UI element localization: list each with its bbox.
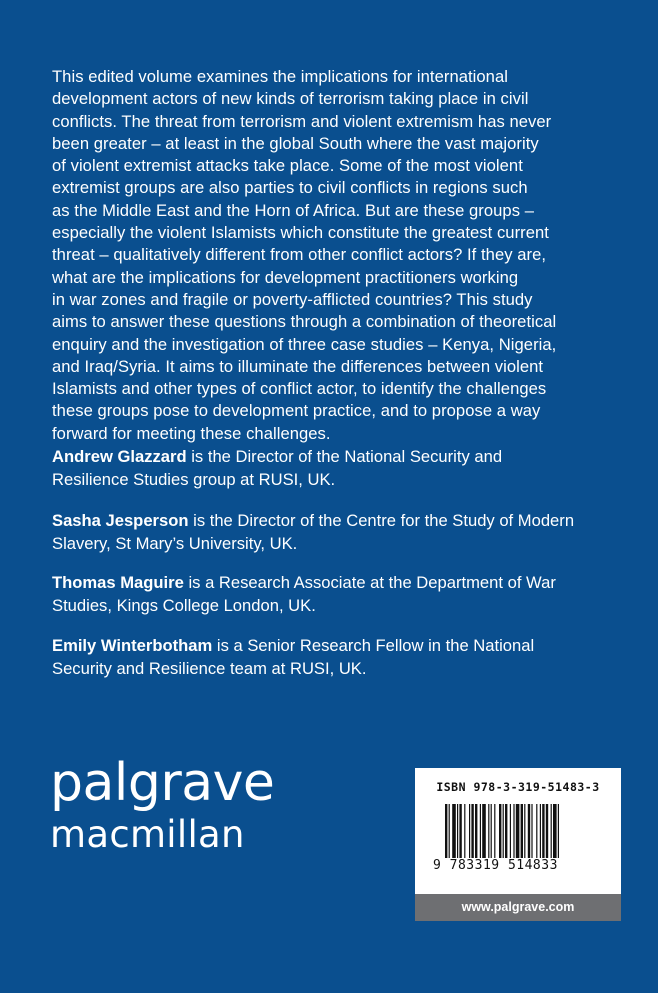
author-bio-winterbotham [52,634,627,680]
author-bio-jesperson [52,509,627,555]
blurb-line: enquiry and the investigation of three case studies – Kenya, Nigeria, [52,334,557,354]
blurb-line: what are the implications for development practitioners working [52,267,519,287]
blurb-line: in war zones and fragile or poverty-afflicted countries? This study [52,289,533,309]
blurb-line: as the Middle East and the Horn of Africa. But are these groups – [52,200,534,220]
publisher-logo [50,755,274,857]
author-name: Thomas Maguire [52,573,184,592]
barcode-digits: 9 783319 514833 [433,858,558,873]
bio-line [52,509,627,532]
bio-line [52,634,627,657]
bio-text: is the Director of the Centre for the Study of Modern [188,511,575,530]
blurb-line: been greater – at least in the global South where the vast majority [52,133,539,153]
bio-line [52,445,627,468]
author-bio-maguire [52,571,627,617]
author-name: Emily Winterbotham [52,636,213,655]
publisher-url: www.palgrave.com [415,894,621,921]
blurb-line: of violent extremist attacks take place. Some of the most violent [52,156,523,176]
bio-text: Studies, Kings College London, UK. [52,596,316,615]
blurb-line: especially the violent Islamists which constitute the greatest current [52,223,549,243]
blurb-line: Islamists and other types of conflict actor, to identify the challenges [52,379,547,399]
bio-text: is a Senior Research Fellow in the National [212,636,535,655]
blurb-line: aims to answer these questions through a combination of theoretical [52,312,557,332]
author-name: Andrew Glazzard [52,447,187,466]
bio-text: Slavery, St Mary’s University, UK. [52,534,298,553]
isbn-number: ISBN 978-3-319-51483-3 [436,780,600,794]
blurb-line: these groups pose to development practice, and to propose a way [52,401,541,421]
blurb-line: threat – qualitatively different from other conflict actors? If they are, [52,245,547,265]
bio-text: is the Director of the National Security and [186,447,503,466]
bio-line [52,571,627,594]
bio-text: Resilience Studies group at RUSI, UK. [52,470,336,489]
author-bio-glazzard [52,445,627,491]
blurb-line: This edited volume examines the implications for international [52,67,508,86]
blurb-line: forward for meeting these challenges. [52,423,331,443]
barcode-panel [415,768,621,921]
blurb-line: and Iraq/Syria. It aims to illuminate the differences between violent [52,356,544,376]
bio-text: is a Research Associate at the Department of War [183,573,556,592]
blurb-line: extremist groups are also parties to civil conflicts in regions such [52,178,528,198]
blurb-line: development actors of new kinds of terrorism taking place in civil [52,89,529,109]
publisher-logo-line2: macmillan [50,813,245,856]
back-cover-blurb [52,66,627,445]
blurb-line: conflicts. The threat from terrorism and violent extremism has never [52,111,552,131]
bio-text: Security and Resilience team at RUSI, UK. [52,659,367,678]
author-name: Sasha Jesperson [52,511,189,530]
publisher-logo-line1: palgrave [50,753,275,813]
